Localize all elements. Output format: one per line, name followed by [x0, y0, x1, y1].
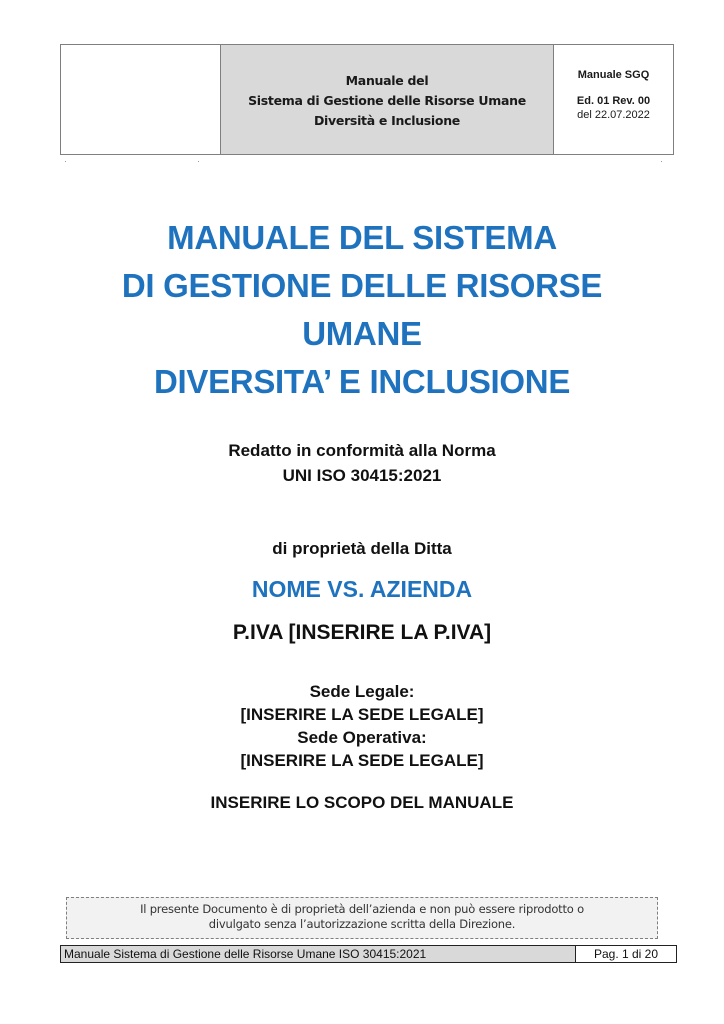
footer-doc-title: Manuale Sistema di Gestione delle Risorse Umane ISO 30415:2021	[61, 946, 576, 962]
page-footer	[60, 945, 677, 963]
header-title-line: Diversità e Inclusione	[313, 112, 460, 128]
title-line: DI GESTIONE DELLE RISORSE	[121, 267, 603, 304]
header-title-line: Sistema di Gestione delle Risorse Umane	[248, 92, 526, 108]
margin-mark	[65, 161, 66, 162]
disclaimer-line: divulgato senza l’autorizzazione scritta della Direzione.	[208, 917, 516, 931]
logo-cell	[61, 45, 221, 154]
page-number: Pag. 1 di 20	[576, 946, 676, 962]
margin-mark	[198, 161, 199, 162]
header-title-line: Manuale del	[345, 72, 429, 88]
sede-legale-label: Sede Legale:	[309, 682, 415, 701]
doc-code: Manuale SGQ	[577, 69, 650, 81]
manual-scope: INSERIRE LO SCOPO DEL MANUALE	[210, 793, 514, 812]
company-name: NOME VS. AZIENDA	[251, 576, 473, 602]
norma-statement	[0, 438, 724, 488]
sede-block	[0, 680, 724, 772]
sede-legale-value: [INSERIRE LA SEDE LEGALE]	[240, 705, 484, 724]
document-title	[0, 214, 724, 406]
owner-label: di proprietà della Ditta	[272, 539, 452, 558]
doc-date: del 22.07.2022	[577, 109, 650, 121]
header-meta-cell	[554, 45, 673, 154]
disclaimer-box	[66, 897, 658, 939]
sede-operativa-value: [INSERIRE LA SEDE LEGALE]	[240, 751, 484, 770]
disclaimer-line: Il presente Documento è di proprietà dell’azienda e non può essere riprodotto o	[140, 902, 584, 916]
norma-line: Redatto in conformità alla Norma	[228, 441, 496, 460]
piva: P.IVA [INSERIRE LA P.IVA]	[232, 621, 492, 644]
doc-edition: Ed. 01 Rev. 00	[576, 95, 651, 107]
header-title-cell	[221, 45, 554, 154]
norma-line: UNI ISO 30415:2021	[282, 466, 442, 485]
title-line: MANUALE DEL SISTEMA	[167, 219, 557, 256]
header-table	[60, 44, 674, 155]
margin-mark	[661, 161, 662, 162]
title-line: UMANE	[302, 315, 422, 352]
sede-operativa-label: Sede Operativa:	[297, 728, 427, 747]
title-line: DIVERSITA’ E INCLUSIONE	[153, 363, 571, 400]
